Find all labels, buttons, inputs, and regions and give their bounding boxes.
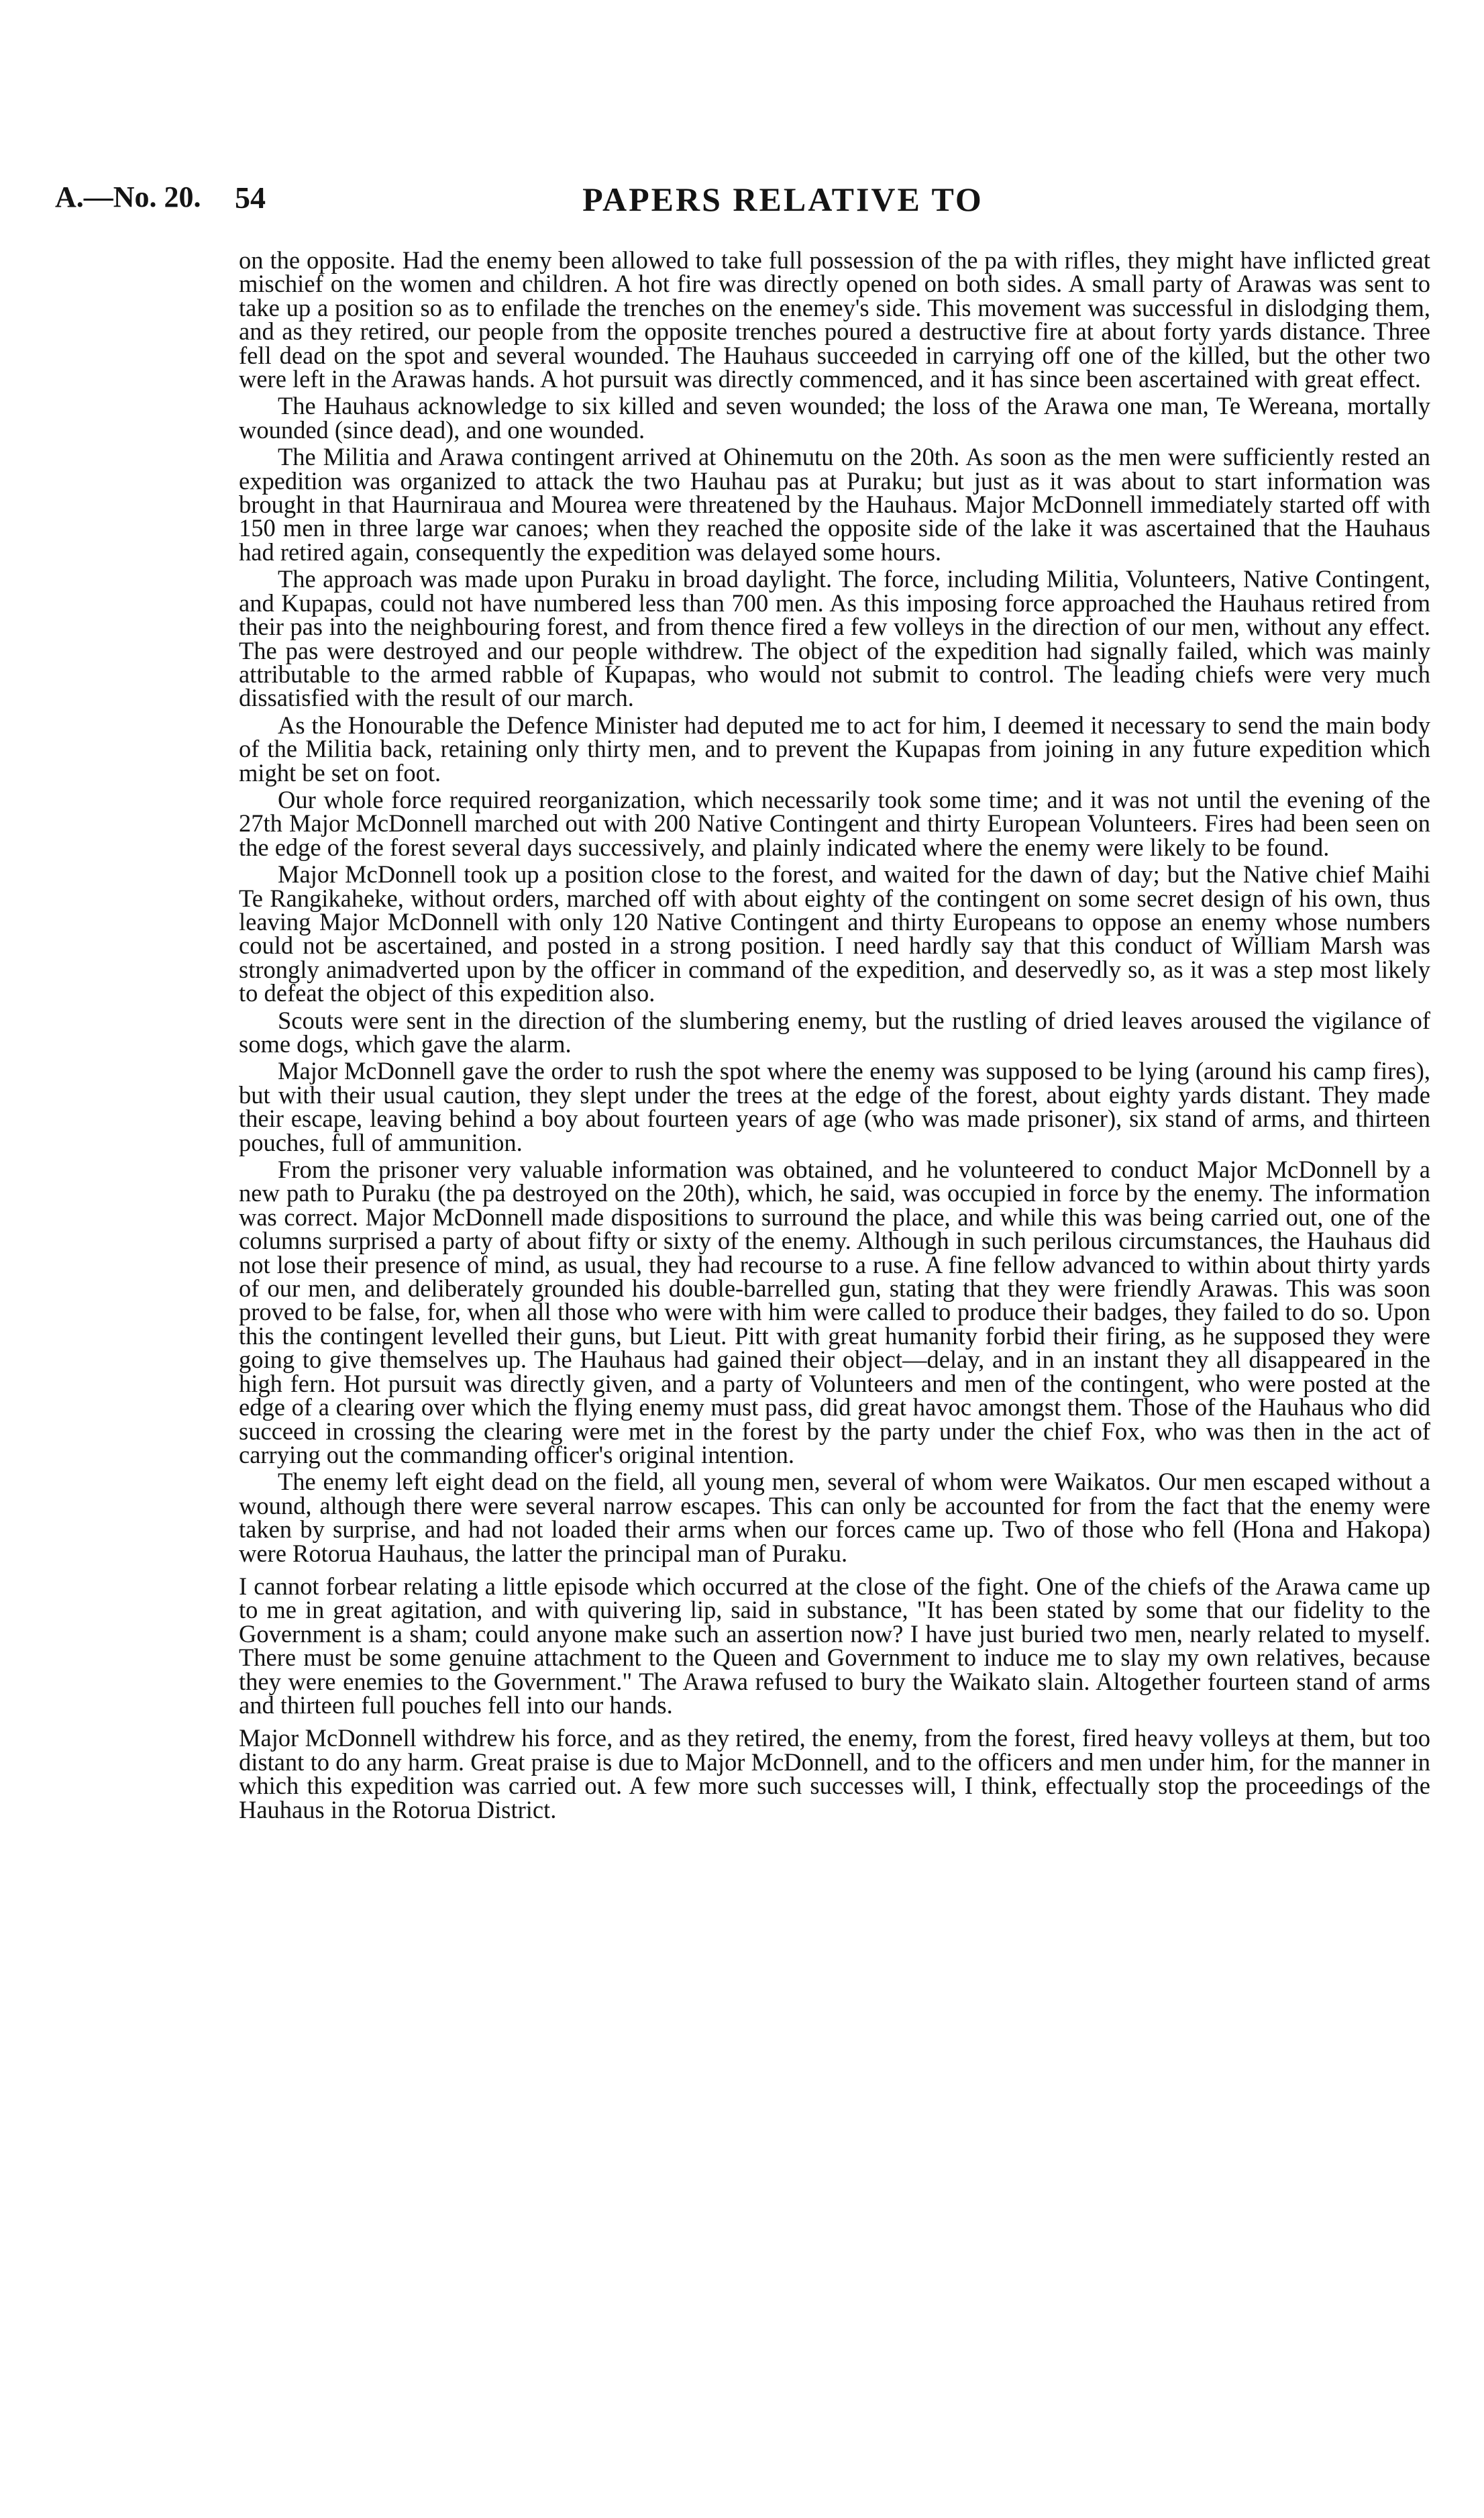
page-number: 54 <box>235 181 266 215</box>
paragraph: I cannot forbear relating a little episode which occurred at the close of the fight. One of the chiefs of the Arawa came up to me in great agitation, and with quivering lip, said in substance, "It has been stated by some that our fidelity to the Government is a sham; could anyone make such an assertion now? I have just buried two men, nearly related to myself. There must be some genuine attachment to the Queen and Government to induce me to slay my own relatives, because they were enemies to the Government." The Arawa refused to bury the Waikato slain. Altogether fourteen stand of arms and thirteen full pouches fell into our hands. <box>239 1572 1430 1719</box>
paragraph: on the opposite. Had the enemy been allowed to take full possession of the pa with rifles, they might have inflicted great mischief on the women and children. A hot fire was directly opened on both sides. A small party of Arawas was sent to take up a position so as to enfilade the trenches on the enemey's side. This movement was successful in dislodging them, and as they retired, our people from the opposite trenches poured a destructive fire at about forty yards distance. Three fell dead on the spot and several wounded. The Hauhaus succeeded in carrying off one of the killed, but the other two were left in the Arawas hands. A hot pursuit was directly commenced, and it has since been ascertained with great effect. <box>239 246 1430 393</box>
paragraph: Our whole force required reorganization, which necessarily took some time; and it was not until the evening of the 27th Major McDonnell marched out with 200 Native Contingent and thirty European Volunteers. Fires had been seen on the edge of the forest several days successively, and plainly indicated where the enemy were likely to be found. <box>239 785 1430 861</box>
body-text <box>239 248 1430 1825</box>
paragraph: Scouts were sent in the direction of the slumbering enemy, but the rustling of dried leaves aroused the vigilance of some dogs, which gave the alarm. <box>239 1006 1430 1058</box>
paragraph: The enemy left eight dead on the field, all young men, several of whom were Waikatos. Our men escaped without a wound, although there were several narrow escapes. This can only be accounted for from the fact that the enemy were taken by surprise, and had not loaded their arms when our forces came up. Two of those who fell (Hona and Hakopa) were Rotorua Hauhaus, the latter the principal man of Puraku. <box>239 1468 1430 1567</box>
paragraph: The Militia and Arawa contingent arrived at Ohinemutu on the 20th. As soon as the men were sufficiently rested an expedition was organized to attack the two Hauhau pas at Puraku; but just as it was about to start information was brought in that Haurniraua and Mourea were threatened by the Hauhaus. Major McDonnell immediately started off with 150 men in three large war canoes; when they reached the opposite side of the lake it was ascertained that the Hauhaus had retired again, consequently the expedition was delayed some hours. <box>239 443 1430 566</box>
paragraph: From the prisoner very valuable information was obtained, and he volunteered to conduct Major McDonnell by a new path to Puraku (the pa destroyed on the 20th), which, he said, was occupied in force by the enemy. The information was correct. Major McDonnell made dispositions to surround the place, and while this was being carried out, one of the columns surprised a party of about fifty or sixty of the enemy. Although in such perilous circumstances, the Hauhaus did not lose their presence of mind, as usual, they had recourse to a ruse. A fine fellow advanced to within about thirty yards of our men, and deliberately grounded his double-barrelled gun, stating that they were friendly Arawas. This was soon proved to be false, for, when all those who were with him were called to produce their badges, they failed to do so. Upon this the contingent levelled their guns, but Lieut. Pitt with great humanity forbid their firing, as he supposed they were going to give themselves up. The Hauhaus had gained their object—delay, and in an instant they all disappeared in the high fern. Hot pursuit was directly given, and a party of Volunteers and men of the contingent, who were posted at the edge of a clearing over which the flying enemy must pass, did great havoc amongst them. Those of the Hauhaus who did succeed in crossing the clearing were met in the forest by the party under the chief Fox, who was then in the act of carrying out the commanding officer's original intention. <box>239 1156 1430 1468</box>
running-title: PAPERS RELATIVE TO <box>582 181 984 218</box>
document-reference: A.—No. 20. <box>55 181 201 213</box>
paragraph: Major McDonnell took up a position close to the forest, and waited for the dawn of day; but the Native chief Maihi Te Rangikaheke, without orders, marched off with about eighty of the contingent on some secret design of his own, thus leaving Major McDonnell with only 120 Native Contingent and thirty Europeans to oppose an enemy whose numbers could not be ascertained, and posted in a strong position. I need hardly say that this conduct of William Marsh was strongly animadverted upon by the officer in command of the expedition, and deservedly so, as it was a step most likely to defeat the object of this expedition also. <box>239 860 1430 1007</box>
paragraph: As the Honourable the Defence Minister had deputed me to act for him, I deemed it necessary to send the main body of the Militia back, retaining only thirty men, and to prevent the Kupapas from joining in any future expedition which might be set on foot. <box>239 711 1430 787</box>
paragraph: Major McDonnell withdrew his force, and as they retired, the enemy, from the forest, fired heavy volleys at them, but too distant to do any harm. Great praise is due to Major McDonnell, and to the officers and men under him, for the manner in which this expedition was carried out. A few more such successes will, I think, effectually stop the proceedings of the Hauhaus in the Rotorua District. <box>239 1724 1430 1823</box>
page-header <box>55 180 1430 227</box>
paragraph: The approach was made upon Puraku in broad daylight. The force, including Militia, Volunteers, Native Contingent, and Kupapas, could not have numbered less than 700 men. As this imposing force approached the Hauhaus retired from their pas into the neighbouring forest, and from thence fired a few volleys in the direction of our men, without any effect. The pas were destroyed and our people withdrew. The object of the expedition had signally failed, which was mainly attributable to the armed rabble of Kupapas, who would not submit to control. The leading chiefs were very much dissatisfied with the result of our march. <box>239 565 1430 712</box>
paragraph: Major McDonnell gave the order to rush the spot where the enemy was supposed to be lying (around his camp fires), but with their usual caution, they slept under the trees at the edge of the forest, about eighty yards distant. They made their escape, leaving behind a boy about fourteen years of age (who was made prisoner), six stand of arms, and thirteen pouches, full of ammunition. <box>239 1057 1430 1156</box>
paragraph: The Hauhaus acknowledge to six killed and seven wounded; the loss of the Arawa one man, Te Wereana, mortally wounded (since dead), and one wounded. <box>239 392 1430 444</box>
